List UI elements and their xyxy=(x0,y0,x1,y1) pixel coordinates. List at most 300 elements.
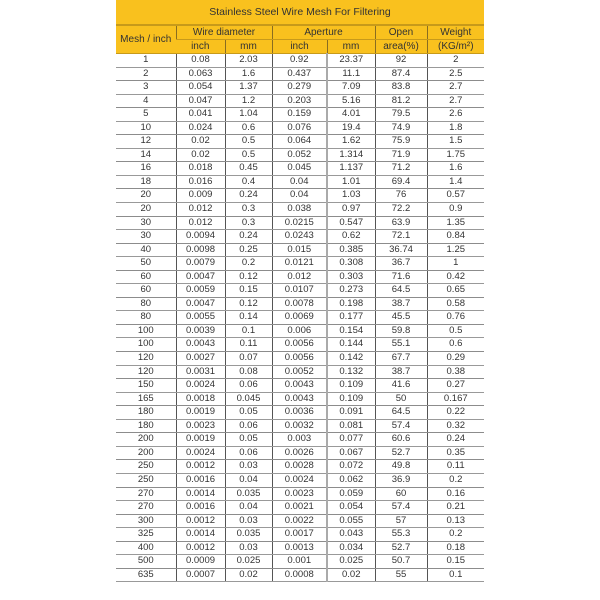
cell-open-area: 83.8 xyxy=(375,81,427,95)
cell-weight: 1.35 xyxy=(427,216,484,230)
cell-weight: 1.25 xyxy=(427,243,484,257)
cell-aperture-mm: 0.303 xyxy=(327,270,375,284)
cell-mesh: 18 xyxy=(116,175,176,189)
table-row xyxy=(116,419,484,433)
cell-aperture-mm: 7.09 xyxy=(327,81,375,95)
cell-aperture-inch: 0.04 xyxy=(272,175,327,189)
cell-mesh: 5 xyxy=(116,108,176,122)
table-row xyxy=(116,514,484,528)
cell-aperture-mm: 1.314 xyxy=(327,148,375,162)
cell-aperture-inch: 0.0017 xyxy=(272,528,327,542)
cell-open-area: 49.8 xyxy=(375,460,427,474)
cell-mesh: 4 xyxy=(116,94,176,108)
table-row xyxy=(116,121,484,135)
cell-wire-mm: 0.15 xyxy=(225,284,272,298)
cell-weight: 1.6 xyxy=(427,162,484,176)
cell-aperture-mm: 0.054 xyxy=(327,501,375,515)
cell-wire-mm: 0.05 xyxy=(225,406,272,420)
cell-wire-mm: 0.2 xyxy=(225,257,272,271)
cell-weight: 0.18 xyxy=(427,541,484,555)
cell-aperture-inch: 0.0069 xyxy=(272,311,327,325)
cell-weight: 0.65 xyxy=(427,284,484,298)
cell-aperture-mm: 0.385 xyxy=(327,243,375,257)
cell-weight: 0.2 xyxy=(427,528,484,542)
cell-wire-inch: 0.024 xyxy=(176,121,225,135)
cell-wire-mm: 1.04 xyxy=(225,108,272,122)
cell-weight: 0.29 xyxy=(427,352,484,366)
cell-wire-inch: 0.0055 xyxy=(176,311,225,325)
cell-wire-mm: 0.45 xyxy=(225,162,272,176)
table-row xyxy=(116,175,484,189)
cell-wire-inch: 0.0059 xyxy=(176,284,225,298)
cell-open-area: 60 xyxy=(375,487,427,501)
cell-mesh: 120 xyxy=(116,352,176,366)
cell-aperture-inch: 0.006 xyxy=(272,324,327,338)
cell-open-area: 36.9 xyxy=(375,473,427,487)
cell-weight: 0.15 xyxy=(427,555,484,569)
table-row xyxy=(116,541,484,555)
cell-wire-inch: 0.0027 xyxy=(176,352,225,366)
header-aperture: Aperture xyxy=(272,25,375,40)
cell-wire-mm: 0.25 xyxy=(225,243,272,257)
cell-open-area: 71.6 xyxy=(375,270,427,284)
cell-wire-inch: 0.0079 xyxy=(176,257,225,271)
cell-aperture-inch: 0.0107 xyxy=(272,284,327,298)
cell-wire-inch: 0.0014 xyxy=(176,487,225,501)
cell-open-area: 63.9 xyxy=(375,216,427,230)
cell-open-area: 52.7 xyxy=(375,446,427,460)
table-row xyxy=(116,230,484,244)
wire-mesh-spec-table xyxy=(116,0,484,582)
table-row xyxy=(116,365,484,379)
cell-open-area: 38.7 xyxy=(375,297,427,311)
cell-aperture-mm: 0.62 xyxy=(327,230,375,244)
cell-wire-mm: 0.035 xyxy=(225,528,272,542)
cell-mesh: 16 xyxy=(116,162,176,176)
cell-aperture-mm: 0.062 xyxy=(327,473,375,487)
cell-open-area: 57 xyxy=(375,514,427,528)
cell-mesh: 200 xyxy=(116,433,176,447)
cell-aperture-mm: 0.059 xyxy=(327,487,375,501)
cell-aperture-mm: 0.109 xyxy=(327,392,375,406)
cell-weight: 0.42 xyxy=(427,270,484,284)
cell-aperture-mm: 0.177 xyxy=(327,311,375,325)
cell-aperture-inch: 0.279 xyxy=(272,81,327,95)
cell-wire-mm: 0.3 xyxy=(225,203,272,217)
cell-weight: 0.32 xyxy=(427,419,484,433)
header-mesh: Mesh / inch xyxy=(116,25,176,54)
cell-open-area: 72.1 xyxy=(375,230,427,244)
cell-mesh: 60 xyxy=(116,270,176,284)
cell-mesh: 500 xyxy=(116,555,176,569)
cell-open-area: 60.6 xyxy=(375,433,427,447)
cell-weight: 0.2 xyxy=(427,473,484,487)
cell-aperture-inch: 0.0056 xyxy=(272,352,327,366)
cell-wire-mm: 1.37 xyxy=(225,81,272,95)
cell-weight: 1 xyxy=(427,257,484,271)
table-row xyxy=(116,311,484,325)
cell-wire-mm: 0.025 xyxy=(225,555,272,569)
cell-open-area: 55 xyxy=(375,568,427,582)
cell-wire-mm: 0.04 xyxy=(225,473,272,487)
cell-wire-mm: 0.24 xyxy=(225,189,272,203)
cell-aperture-inch: 0.052 xyxy=(272,148,327,162)
cell-aperture-mm: 1.137 xyxy=(327,162,375,176)
cell-wire-mm: 0.035 xyxy=(225,487,272,501)
cell-wire-mm: 0.3 xyxy=(225,216,272,230)
cell-aperture-inch: 0.0215 xyxy=(272,216,327,230)
cell-aperture-inch: 0.0056 xyxy=(272,338,327,352)
cell-aperture-mm: 19.4 xyxy=(327,121,375,135)
table-row xyxy=(116,67,484,81)
cell-mesh: 100 xyxy=(116,338,176,352)
cell-wire-mm: 0.07 xyxy=(225,352,272,366)
cell-mesh: 270 xyxy=(116,487,176,501)
cell-wire-inch: 0.0039 xyxy=(176,324,225,338)
cell-wire-inch: 0.041 xyxy=(176,108,225,122)
cell-weight: 0.22 xyxy=(427,406,484,420)
cell-aperture-inch: 0.076 xyxy=(272,121,327,135)
table-row xyxy=(116,379,484,393)
cell-wire-mm: 0.03 xyxy=(225,541,272,555)
cell-mesh: 325 xyxy=(116,528,176,542)
cell-aperture-mm: 0.142 xyxy=(327,352,375,366)
cell-wire-mm: 0.5 xyxy=(225,148,272,162)
cell-wire-mm: 0.03 xyxy=(225,460,272,474)
cell-aperture-mm: 0.273 xyxy=(327,284,375,298)
cell-aperture-inch: 0.203 xyxy=(272,94,327,108)
cell-open-area: 79.5 xyxy=(375,108,427,122)
cell-aperture-inch: 0.0036 xyxy=(272,406,327,420)
cell-mesh: 80 xyxy=(116,311,176,325)
cell-wire-inch: 0.012 xyxy=(176,203,225,217)
cell-aperture-mm: 0.077 xyxy=(327,433,375,447)
cell-weight: 0.16 xyxy=(427,487,484,501)
cell-aperture-mm: 0.198 xyxy=(327,297,375,311)
cell-mesh: 270 xyxy=(116,501,176,515)
table-row xyxy=(116,446,484,460)
cell-mesh: 30 xyxy=(116,230,176,244)
cell-mesh: 60 xyxy=(116,284,176,298)
cell-aperture-mm: 0.067 xyxy=(327,446,375,460)
cell-wire-mm: 0.11 xyxy=(225,338,272,352)
cell-aperture-inch: 0.0026 xyxy=(272,446,327,460)
cell-open-area: 38.7 xyxy=(375,365,427,379)
cell-open-area: 36.74 xyxy=(375,243,427,257)
header-open-area-line2: area(%) xyxy=(375,40,427,54)
cell-mesh: 12 xyxy=(116,135,176,149)
cell-weight: 0.6 xyxy=(427,338,484,352)
cell-open-area: 57.4 xyxy=(375,501,427,515)
cell-wire-inch: 0.018 xyxy=(176,162,225,176)
cell-wire-inch: 0.0047 xyxy=(176,270,225,284)
table-row xyxy=(116,54,484,68)
header-wire-mm: mm xyxy=(225,40,272,54)
table-row xyxy=(116,203,484,217)
cell-wire-inch: 0.0024 xyxy=(176,379,225,393)
cell-aperture-inch: 0.0028 xyxy=(272,460,327,474)
cell-weight: 0.84 xyxy=(427,230,484,244)
header-wire-diameter: Wire diameter xyxy=(176,25,272,40)
cell-mesh: 50 xyxy=(116,257,176,271)
cell-aperture-mm: 0.144 xyxy=(327,338,375,352)
cell-open-area: 59.8 xyxy=(375,324,427,338)
table-row xyxy=(116,501,484,515)
cell-mesh: 1 xyxy=(116,54,176,68)
cell-wire-inch: 0.02 xyxy=(176,148,225,162)
cell-aperture-mm: 0.547 xyxy=(327,216,375,230)
table-row xyxy=(116,406,484,420)
cell-wire-inch: 0.0016 xyxy=(176,473,225,487)
cell-aperture-mm: 0.034 xyxy=(327,541,375,555)
cell-aperture-inch: 0.012 xyxy=(272,270,327,284)
cell-wire-inch: 0.012 xyxy=(176,216,225,230)
cell-mesh: 30 xyxy=(116,216,176,230)
cell-weight: 1.4 xyxy=(427,175,484,189)
cell-open-area: 76 xyxy=(375,189,427,203)
cell-open-area: 71.2 xyxy=(375,162,427,176)
header-open-area-line1: Open xyxy=(375,25,427,40)
cell-wire-mm: 0.08 xyxy=(225,365,272,379)
cell-open-area: 75.9 xyxy=(375,135,427,149)
cell-weight: 0.58 xyxy=(427,297,484,311)
cell-open-area: 45.5 xyxy=(375,311,427,325)
cell-wire-inch: 0.054 xyxy=(176,81,225,95)
cell-open-area: 71.9 xyxy=(375,148,427,162)
table-title: Stainless Steel Wire Mesh For Filtering xyxy=(116,0,484,25)
cell-aperture-mm: 0.072 xyxy=(327,460,375,474)
cell-aperture-mm: 0.154 xyxy=(327,324,375,338)
cell-wire-mm: 0.06 xyxy=(225,419,272,433)
cell-open-area: 55.3 xyxy=(375,528,427,542)
cell-weight: 0.24 xyxy=(427,433,484,447)
cell-weight: 0.5 xyxy=(427,324,484,338)
cell-wire-mm: 0.24 xyxy=(225,230,272,244)
table-row xyxy=(116,487,484,501)
cell-mesh: 2 xyxy=(116,67,176,81)
cell-open-area: 55.1 xyxy=(375,338,427,352)
cell-mesh: 180 xyxy=(116,406,176,420)
cell-wire-inch: 0.0094 xyxy=(176,230,225,244)
cell-weight: 2.7 xyxy=(427,81,484,95)
cell-wire-mm: 0.02 xyxy=(225,568,272,582)
cell-open-area: 64.5 xyxy=(375,284,427,298)
cell-aperture-inch: 0.159 xyxy=(272,108,327,122)
cell-wire-mm: 0.6 xyxy=(225,121,272,135)
cell-wire-mm: 0.4 xyxy=(225,175,272,189)
cell-aperture-mm: 1.62 xyxy=(327,135,375,149)
header-aperture-inch: inch xyxy=(272,40,327,54)
cell-mesh: 120 xyxy=(116,365,176,379)
cell-mesh: 100 xyxy=(116,324,176,338)
cell-weight: 0.1 xyxy=(427,568,484,582)
cell-aperture-inch: 0.0023 xyxy=(272,487,327,501)
cell-mesh: 14 xyxy=(116,148,176,162)
cell-mesh: 3 xyxy=(116,81,176,95)
cell-mesh: 20 xyxy=(116,189,176,203)
cell-weight: 2.5 xyxy=(427,67,484,81)
cell-mesh: 200 xyxy=(116,446,176,460)
table-row xyxy=(116,243,484,257)
cell-aperture-inch: 0.92 xyxy=(272,54,327,68)
cell-aperture-inch: 0.437 xyxy=(272,67,327,81)
cell-aperture-mm: 0.091 xyxy=(327,406,375,420)
cell-mesh: 80 xyxy=(116,297,176,311)
cell-wire-inch: 0.0014 xyxy=(176,528,225,542)
cell-open-area: 74.9 xyxy=(375,121,427,135)
cell-open-area: 41.6 xyxy=(375,379,427,393)
table-row xyxy=(116,94,484,108)
cell-wire-inch: 0.0018 xyxy=(176,392,225,406)
table-row xyxy=(116,324,484,338)
cell-open-area: 64.5 xyxy=(375,406,427,420)
cell-aperture-mm: 0.97 xyxy=(327,203,375,217)
cell-open-area: 36.7 xyxy=(375,257,427,271)
cell-mesh: 20 xyxy=(116,203,176,217)
cell-wire-inch: 0.0019 xyxy=(176,433,225,447)
cell-aperture-inch: 0.0052 xyxy=(272,365,327,379)
cell-wire-inch: 0.047 xyxy=(176,94,225,108)
cell-aperture-inch: 0.064 xyxy=(272,135,327,149)
table-row xyxy=(116,568,484,582)
cell-wire-mm: 0.04 xyxy=(225,501,272,515)
table-row xyxy=(116,257,484,271)
cell-aperture-inch: 0.0043 xyxy=(272,379,327,393)
cell-wire-mm: 0.1 xyxy=(225,324,272,338)
cell-wire-inch: 0.0023 xyxy=(176,419,225,433)
cell-weight: 1.75 xyxy=(427,148,484,162)
cell-weight: 0.13 xyxy=(427,514,484,528)
cell-aperture-inch: 0.0078 xyxy=(272,297,327,311)
table-row xyxy=(116,108,484,122)
cell-wire-inch: 0.0024 xyxy=(176,446,225,460)
table-row xyxy=(116,338,484,352)
table-row xyxy=(116,135,484,149)
cell-wire-inch: 0.0016 xyxy=(176,501,225,515)
cell-aperture-inch: 0.0032 xyxy=(272,419,327,433)
cell-weight: 1.8 xyxy=(427,121,484,135)
cell-aperture-mm: 0.055 xyxy=(327,514,375,528)
cell-wire-mm: 0.12 xyxy=(225,297,272,311)
header-wire-inch: inch xyxy=(176,40,225,54)
cell-wire-inch: 0.0098 xyxy=(176,243,225,257)
table-row xyxy=(116,528,484,542)
cell-weight: 0.21 xyxy=(427,501,484,515)
cell-weight: 1.5 xyxy=(427,135,484,149)
table-row xyxy=(116,460,484,474)
cell-aperture-mm: 0.081 xyxy=(327,419,375,433)
cell-aperture-inch: 0.003 xyxy=(272,433,327,447)
cell-aperture-mm: 1.01 xyxy=(327,175,375,189)
cell-aperture-inch: 0.0243 xyxy=(272,230,327,244)
cell-wire-inch: 0.0012 xyxy=(176,514,225,528)
cell-aperture-inch: 0.0022 xyxy=(272,514,327,528)
cell-mesh: 10 xyxy=(116,121,176,135)
cell-wire-inch: 0.063 xyxy=(176,67,225,81)
cell-wire-mm: 0.12 xyxy=(225,270,272,284)
cell-weight: 0.76 xyxy=(427,311,484,325)
cell-weight: 2.6 xyxy=(427,108,484,122)
cell-weight: 0.35 xyxy=(427,446,484,460)
table-row xyxy=(116,284,484,298)
cell-open-area: 52.7 xyxy=(375,541,427,555)
table-row xyxy=(116,189,484,203)
cell-aperture-mm: 23.37 xyxy=(327,54,375,68)
cell-wire-mm: 0.06 xyxy=(225,446,272,460)
table-row xyxy=(116,555,484,569)
cell-aperture-mm: 0.109 xyxy=(327,379,375,393)
cell-wire-mm: 1.6 xyxy=(225,67,272,81)
cell-mesh: 400 xyxy=(116,541,176,555)
table-row xyxy=(116,297,484,311)
cell-aperture-mm: 0.02 xyxy=(327,568,375,582)
cell-wire-mm: 0.14 xyxy=(225,311,272,325)
cell-aperture-inch: 0.0121 xyxy=(272,257,327,271)
cell-open-area: 92 xyxy=(375,54,427,68)
cell-mesh: 40 xyxy=(116,243,176,257)
cell-wire-inch: 0.0007 xyxy=(176,568,225,582)
cell-aperture-inch: 0.04 xyxy=(272,189,327,203)
cell-wire-inch: 0.0012 xyxy=(176,460,225,474)
cell-aperture-mm: 4.01 xyxy=(327,108,375,122)
table-row xyxy=(116,162,484,176)
cell-mesh: 150 xyxy=(116,379,176,393)
header-weight-line2: (KG/m²) xyxy=(427,40,484,54)
cell-wire-mm: 0.045 xyxy=(225,392,272,406)
cell-aperture-inch: 0.045 xyxy=(272,162,327,176)
table-row xyxy=(116,433,484,447)
cell-mesh: 635 xyxy=(116,568,176,582)
cell-open-area: 67.7 xyxy=(375,352,427,366)
spec-table-container xyxy=(116,0,484,582)
cell-aperture-inch: 0.015 xyxy=(272,243,327,257)
cell-wire-inch: 0.016 xyxy=(176,175,225,189)
cell-weight: 0.27 xyxy=(427,379,484,393)
cell-open-area: 50.7 xyxy=(375,555,427,569)
cell-aperture-mm: 1.03 xyxy=(327,189,375,203)
cell-wire-mm: 0.05 xyxy=(225,433,272,447)
cell-wire-inch: 0.0019 xyxy=(176,406,225,420)
cell-weight: 2.7 xyxy=(427,94,484,108)
header-weight-line1: Weight xyxy=(427,25,484,40)
cell-wire-inch: 0.08 xyxy=(176,54,225,68)
cell-aperture-inch: 0.0013 xyxy=(272,541,327,555)
cell-mesh: 300 xyxy=(116,514,176,528)
cell-wire-inch: 0.0009 xyxy=(176,555,225,569)
table-row xyxy=(116,270,484,284)
cell-wire-mm: 0.06 xyxy=(225,379,272,393)
cell-weight: 0.11 xyxy=(427,460,484,474)
cell-weight: 0.38 xyxy=(427,365,484,379)
cell-wire-inch: 0.0031 xyxy=(176,365,225,379)
cell-mesh: 165 xyxy=(116,392,176,406)
cell-aperture-mm: 11.1 xyxy=(327,67,375,81)
cell-aperture-inch: 0.0021 xyxy=(272,501,327,515)
cell-weight: 2 xyxy=(427,54,484,68)
cell-weight: 0.167 xyxy=(427,392,484,406)
table-body xyxy=(116,54,484,582)
cell-wire-inch: 0.0043 xyxy=(176,338,225,352)
table-row xyxy=(116,473,484,487)
cell-open-area: 50 xyxy=(375,392,427,406)
cell-open-area: 87.4 xyxy=(375,67,427,81)
table-row xyxy=(116,148,484,162)
table-row xyxy=(116,352,484,366)
cell-wire-mm: 1.2 xyxy=(225,94,272,108)
header-aperture-mm: mm xyxy=(327,40,375,54)
cell-mesh: 250 xyxy=(116,473,176,487)
table-row xyxy=(116,392,484,406)
